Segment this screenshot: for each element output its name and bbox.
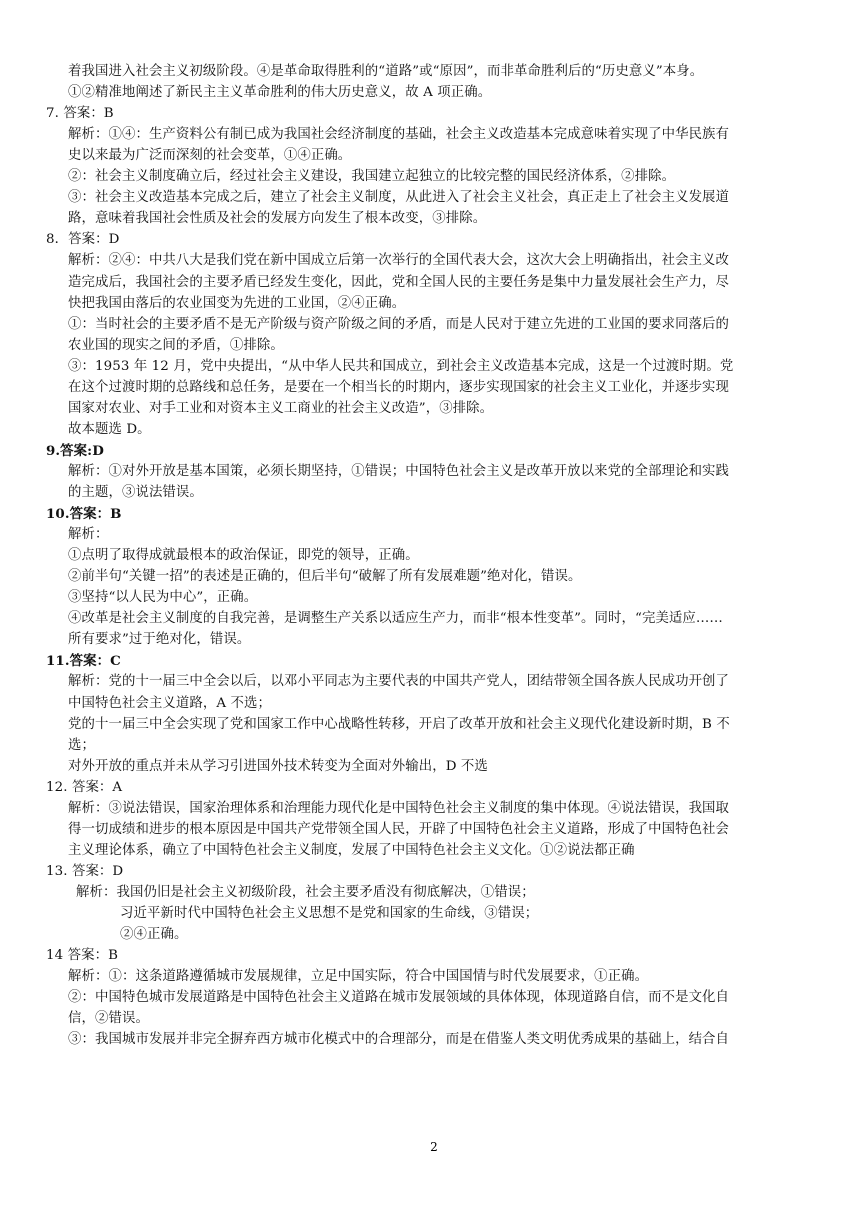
text-line: ③：社会主义改造基本完成之后，建立了社会主义制度，从此进入了社会主义社会，真正走上了社会主义发展道 [68,190,730,206]
text-line: ④改革是社会主义制度的自我完善，是调整生产关系以适应生产力，而非“根本性变革”。同时，“完美适应…… [68,611,723,627]
text-line: 10.答案：B [46,506,122,523]
text-line: ①点明了取得成就最根本的政治保证，即党的领导，正确。 [68,548,419,564]
text-line: 解析：党的十一届三中全会以后，以邓小平同志为主要代表的中国共产党人，团结带领全国各族人民成功开创了 [68,674,730,690]
text-line: 中国特色社会主义道路，A 不选； [68,695,271,711]
text-line: ③坚持“以人民为中心”，正确。 [68,590,258,606]
text-line: 选； [68,737,95,753]
text-line: 对外开放的重点并未从学习引进国外技术转变为全面对外输出，D 不选 [68,758,488,774]
text-line: 造完成后，我国社会的主要矛盾已经发生变化，因此，党和全国人民的主要任务是集中力量发展社会生产力，尽 [68,274,730,290]
text-line: ②④正确。 [120,927,188,943]
text-line: ②：社会主义制度确立后，经过社会主义建设，我国建立起独立的比较完整的国民经济体系，②排除。 [68,169,676,185]
text-line: 13. 答案：D [46,863,124,879]
text-line: 解析：我国仍旧是社会主义初级阶段，社会主要矛盾没有彻底解决，①错误； [76,884,535,900]
text-line: 在这个过渡时期的总路线和总任务，是要在一个相当长的时期内，逐步实现国家的社会主义工业化，并逐步实现 [68,379,730,395]
text-line: 11.答案：C [46,653,121,670]
text-line: ②前半句“关键一招”的表述是正确的，但后半句“破解了所有发展难题”绝对化，错误。 [68,569,582,585]
text-line: 习近平新时代中国特色社会主义思想不是党和国家的生命线，③错误； [120,906,539,921]
text-line: ③：我国城市发展并非完全摒弃西方城市化模式中的合理部分，而是在借鉴人类文明优秀成果的基础上，结合自 [68,1032,730,1048]
text-line: 着我国进入社会主义初级阶段。④是革命取得胜利的“道路”或“原因”，而非革命胜利后的“历史意义”本身。 [68,64,704,79]
text-line: 快把我国由落后的农业国变为先进的工业国，②④正确。 [68,295,406,311]
text-line: 史以来最为广泛而深刻的社会变革，①④正确。 [68,148,352,164]
text-line: 12. 答案：A [46,779,123,795]
text-line: 党的十一届三中全会实现了党和国家工作中心战略性转移，开启了改革开放和社会主义现代化建设新时期，B 不 [68,716,730,732]
page-number: 2 [430,1140,438,1154]
text-line: 主义理论体系，确立了中国特色社会主义制度，发展了中国特色社会主义文化。①②说法都正确 [68,842,635,858]
text-line: 得一切成绩和进步的根本原因是中国共产党带领全国人民，开辟了中国特色社会主义道路，形成了中国特色社会 [68,821,730,837]
text-line: 信，②错误。 [68,1011,149,1027]
text-line: 14 答案：B [46,948,119,964]
text-line: 所有要求”过于绝对化，错误。 [68,632,251,648]
text-line: 国家对农业、对手工业和对资本主义工商业的社会主义改造”，③排除。 [68,400,494,416]
text-line: 路，意味着我国社会性质及社会的发展方向发生了根本改变，③排除。 [68,211,487,227]
text-line: ①：当时社会的主要矛盾不是无产阶级与资产阶级之间的矛盾，而是人民对于建立先进的工业国的要求同落后的 [68,316,730,332]
text-line: 故本题选 D。 [68,421,151,437]
text-line: 解析：①对外开放是基本国策，必须长期坚持，①错误；中国特色社会主义是改革开放以来党的全部理论和实践 [68,463,730,479]
text-line: 解析：③说法错误，国家治理体系和治理能力现代化是中国特色社会主义制度的集中体现。④说法错误，我国取 [68,800,730,816]
text-line: 解析：①④：生产资料公有制已成为我国社会经济制度的基础，社会主义改造基本完成意味着实现了中华民族有 [68,127,730,143]
text-line: 的主题，③说法错误。 [68,485,203,500]
text-line: 农业国的现实之间的矛盾，①排除。 [68,337,284,353]
text-line: 9.答案:D [46,442,104,459]
text-line: ②：中国特色城市发展道路是中国特色社会主义道路在城市发展领域的具体体现，体现道路自信，而不是文化自 [68,990,730,1006]
text-line: 解析：①：这条道路遵循城市发展规律，立足中国实际，符合中国国情与时代发展要求，①正确。 [68,969,649,985]
text-line: 解析： [68,527,109,543]
text-line: 7. 答案：B [46,106,114,122]
text-line: ③：1953 年 12 月，党中央提出，“从中华人民共和国成立，到社会主义改造基本完成，这是一个过渡时期。党 [68,358,734,374]
text-line: 解析：②④：中共八大是我们党在新中国成立后第一次举行的全国代表大会，这次大会上明确指出，社会主义改 [68,253,730,269]
text-line: ①②精准地阐述了新民主主义革命胜利的伟大历史意义，故 A 项正确。 [68,85,492,101]
text-line: 8．答案：D [46,232,120,248]
